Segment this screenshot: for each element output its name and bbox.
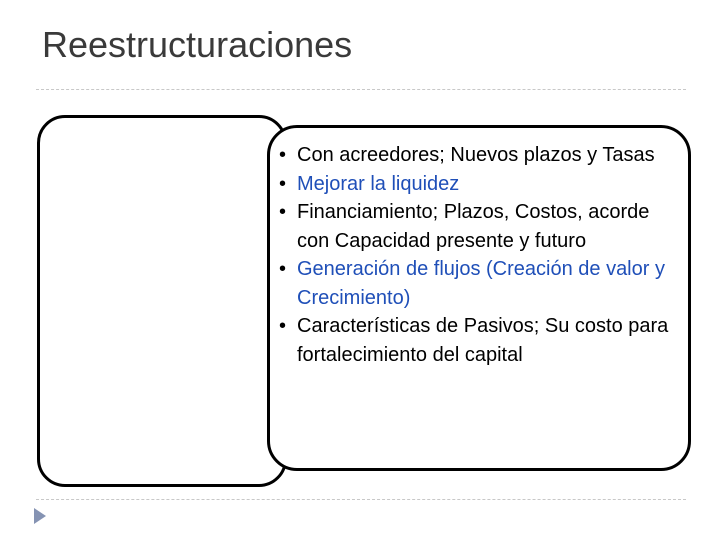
left-rounded-box: [37, 115, 287, 487]
bullet-dot-icon: •: [279, 258, 287, 280]
bullet-dot-icon: •: [279, 315, 287, 337]
bullet-item: • Con acreedores; Nuevos plazos y Tasas: [279, 141, 671, 170]
bullet-dot-icon: •: [279, 201, 287, 223]
slide-title: Reestructuraciones: [42, 24, 353, 65]
top-divider: [36, 89, 686, 90]
bullet-dot-icon: •: [279, 172, 287, 195]
bottom-divider: [36, 499, 686, 500]
bullet-item: • Mejorar la liquidez: [279, 170, 671, 199]
bullet-item: • Generación de flujos (Creación de valor y Crecimiento): [279, 255, 671, 312]
bullet-item: • Financiamiento; Plazos, Costos, acorde con Capacidad presente y futuro: [279, 198, 671, 255]
bullet-item: • Características de Pasivos; Su costo para fortalecimiento del capital: [279, 312, 671, 369]
triangle-right-icon: [34, 508, 46, 524]
bullet-dot-icon: •: [279, 144, 287, 166]
bullet-list: [279, 141, 671, 369]
